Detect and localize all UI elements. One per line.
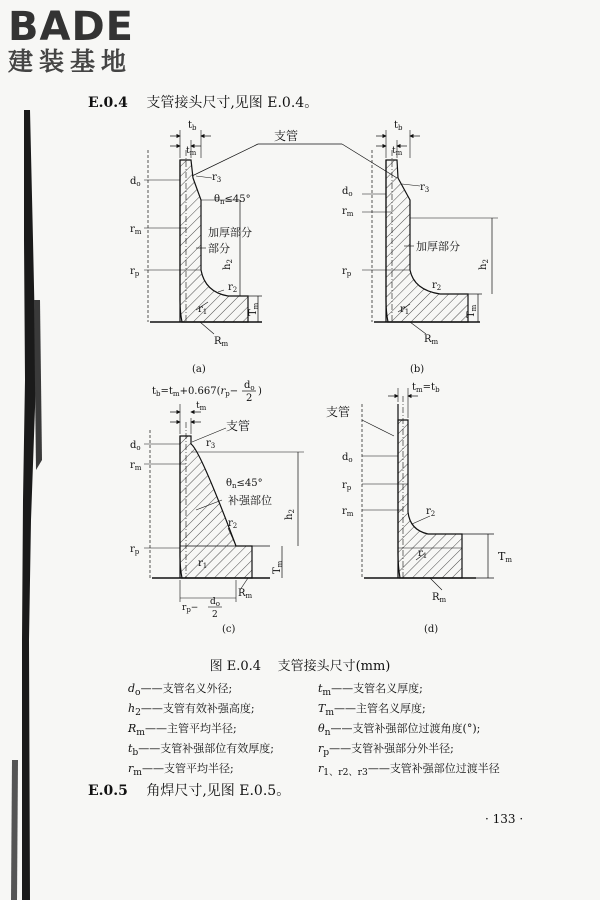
legend-item: $R_m——$主管平均半径;	[128, 722, 237, 739]
logo-cn: 建装基地	[8, 47, 133, 76]
b-r2: $r_2$	[432, 280, 442, 292]
legend-row	[128, 700, 528, 720]
diagram-b-labels	[342, 120, 490, 375]
logo-en: BADE	[8, 4, 134, 50]
legend-item: $T_m——$主管名义厚度;	[318, 702, 426, 719]
section-text: 支管接头尺寸,见图 E.0.4。	[146, 95, 319, 111]
c-formula-frac-den: 2	[246, 393, 253, 404]
branch-leaders	[192, 144, 397, 178]
c-h2: $h_2$	[284, 509, 296, 520]
caption-title: 图 E.0.4	[209, 659, 262, 674]
a-thick-part-2: 部分	[208, 242, 230, 255]
d-rm: $r_m$	[342, 506, 354, 518]
c-formula: $t_b=t_m+0.667(r_p-$	[152, 386, 239, 398]
legend-row	[128, 680, 528, 700]
c-r2: $r_2$	[228, 518, 238, 530]
a-rp: $r_p$	[130, 266, 140, 278]
b-tm: $t_m$	[392, 146, 403, 157]
legend-item: $r_m——$支管平均半径;	[128, 762, 234, 779]
c-reinforce-part: 补强部位	[228, 494, 272, 507]
label-branch-top: 支管	[274, 129, 299, 143]
diagram-d	[362, 388, 494, 590]
page-number: · 133 ·	[485, 812, 524, 826]
c-r3: $r_3$	[206, 438, 216, 450]
a-h2: $h_2$	[222, 259, 234, 270]
a-tb: $t_b$	[188, 120, 197, 132]
c-do: $d_o$	[130, 440, 141, 452]
d-r2: $r_2$	[426, 506, 436, 518]
d-r1: $r_1$	[418, 548, 428, 560]
c-branch: 支管	[226, 419, 251, 433]
section-number: E.0.4	[88, 95, 128, 111]
d-rp: $r_p$	[342, 480, 352, 492]
legend-row	[128, 720, 528, 740]
b-Tm: $T_m$	[466, 304, 478, 318]
b-tb: $t_b$	[394, 120, 403, 132]
b-thick-part: 加厚部分	[416, 240, 460, 253]
c-formula-close: )	[258, 386, 262, 397]
b-r1: $r_1$	[400, 304, 410, 316]
a-thick-part: 加厚部分	[208, 226, 252, 239]
b-h2: $h_2$	[478, 259, 490, 270]
b-rp: $r_p$	[342, 266, 352, 278]
d-branch: 支管	[326, 405, 351, 419]
d-tm-eq-tb: $t_m=t_b$	[412, 382, 440, 394]
figure-caption	[0, 655, 600, 674]
c-tm: $t_m$	[196, 401, 207, 412]
sublabel-a: (a)	[192, 364, 206, 375]
c-formula-frac-num: $d_o$	[244, 380, 255, 392]
legend-row	[128, 760, 528, 780]
a-rm: $r_m$	[130, 224, 142, 236]
sublabel-b: (b)	[410, 364, 425, 375]
c-theta: $\theta_n\le 45^\circ$	[226, 478, 263, 490]
a-do: $d_o$	[130, 176, 141, 188]
c-rp-minus: $r_p-$	[182, 603, 199, 614]
b-rm: $r_m$	[342, 206, 354, 218]
sublabel-d: (d)	[424, 624, 439, 635]
legend-item: $r_{1、r2、r3}——$支管补强部位过渡半径	[318, 762, 500, 779]
b-do: $d_o$	[342, 186, 353, 198]
c-rm: $r_m$	[130, 460, 142, 472]
a-r2: $r_2$	[228, 282, 238, 294]
sublabel-c: (c)	[222, 624, 236, 635]
c-rp: $r_p$	[130, 544, 140, 556]
d-do: $d_o$	[342, 452, 353, 464]
legend-item: $h_2——$支管有效补强高度;	[128, 702, 255, 719]
c-frac-num: $d_o$	[210, 597, 220, 608]
legend-item: $d_o——$支管名义外径;	[128, 682, 233, 699]
section-text: 角焊尺寸,见图 E.0.5。	[146, 783, 291, 799]
a-Rm: $R_m$	[214, 336, 229, 348]
a-r3: $r_3$	[212, 172, 222, 184]
legend-item: $\theta_n——$支管补强部位过渡角度(°);	[318, 722, 481, 739]
b-r3: $r_3$	[420, 182, 430, 194]
section-number: E.0.5	[88, 783, 128, 799]
c-r1: $r_1$	[198, 558, 208, 570]
legend-item: $t_m——$支管名义厚度;	[318, 682, 423, 699]
legend-item: $t_b——$支管补强部位有效厚度;	[128, 742, 275, 759]
a-Tm: $T_m$	[248, 302, 260, 316]
c-frac-den: 2	[212, 610, 218, 620]
diagram-d-labels	[326, 382, 512, 635]
symbol-legend	[128, 680, 528, 780]
diagram-a-labels	[130, 120, 298, 375]
a-r1: $r_1$	[198, 304, 208, 316]
caption-text: 支管接头尺寸(mm)	[277, 659, 391, 674]
c-Tm: $T_m$	[272, 560, 284, 574]
legend-item: $r_p——$支管补强部分外半径;	[318, 742, 454, 759]
a-tm: $t_m$	[186, 146, 197, 157]
b-Rm: $R_m$	[424, 334, 439, 346]
diagram-b	[362, 130, 498, 334]
section-heading-e05	[88, 780, 290, 800]
d-Tm: Tm	[498, 550, 512, 564]
a-theta: $\theta_n\le 45^\circ$	[214, 194, 251, 206]
legend-row	[128, 740, 528, 760]
c-Rm: $R_m$	[238, 588, 253, 600]
d-Rm: $R_m$	[432, 592, 447, 604]
